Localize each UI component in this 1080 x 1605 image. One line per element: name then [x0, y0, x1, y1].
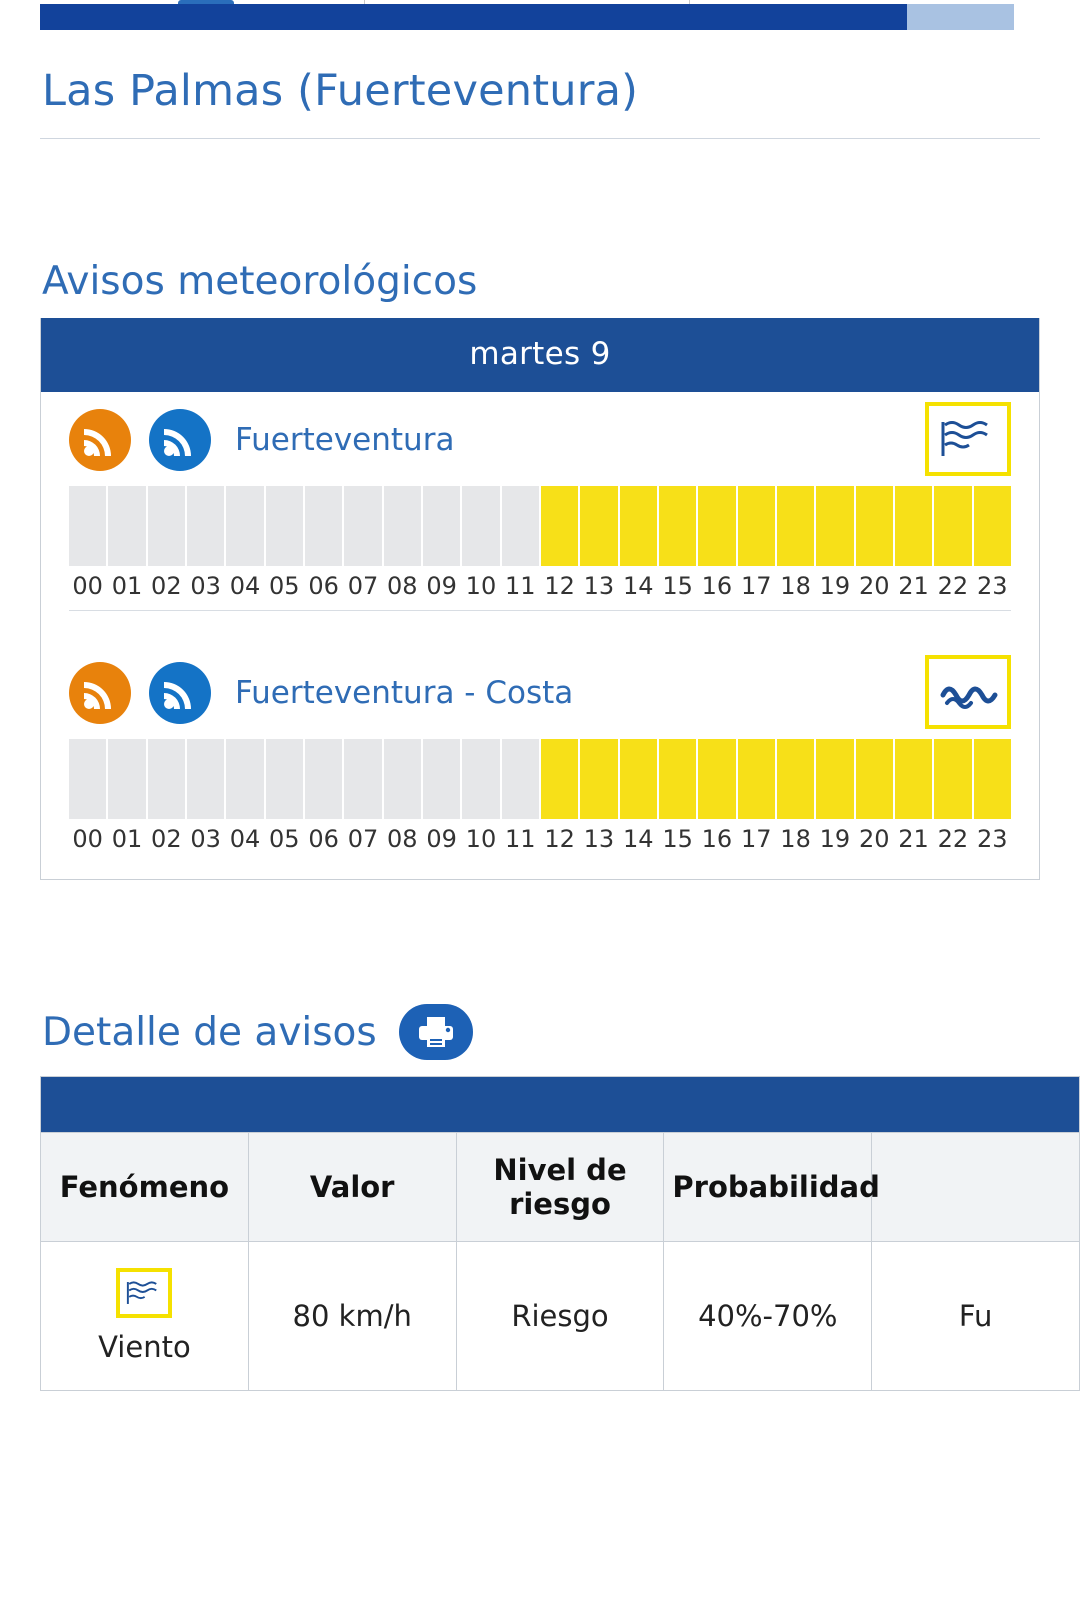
hour-cell[interactable] [108, 486, 145, 566]
zone-divider-space [41, 611, 1039, 645]
hour-cell-warning[interactable] [541, 739, 578, 819]
hour-label: 23 [976, 572, 1008, 600]
hour-label: 19 [819, 825, 851, 853]
hour-label: 11 [505, 825, 536, 853]
hour-cell[interactable] [462, 486, 499, 566]
progress-bar-fill [40, 4, 907, 30]
hour-label: 18 [780, 572, 811, 600]
hour-label: 22 [937, 825, 969, 853]
hour-cell-warning[interactable] [698, 739, 735, 819]
hour-cell[interactable] [266, 739, 303, 819]
avisos-heading: Avisos meteorológicos [42, 259, 478, 304]
hour-label: 06 [308, 825, 339, 853]
hour-label: 05 [269, 825, 300, 853]
hour-cell[interactable] [344, 739, 381, 819]
hour-cell-warning[interactable] [738, 486, 775, 566]
hour-cell[interactable] [69, 486, 106, 566]
avisos-zone [41, 392, 1039, 611]
cell-valor: 80 km/h [248, 1242, 456, 1391]
hour-cell[interactable] [266, 486, 303, 566]
hour-cell[interactable] [384, 739, 421, 819]
hour-cell-warning[interactable] [816, 486, 853, 566]
hour-cell[interactable] [384, 486, 421, 566]
hour-label: 01 [111, 572, 143, 600]
hour-label: 19 [819, 572, 851, 600]
detalle-table [40, 1076, 1080, 1391]
hour-label: 13 [583, 825, 615, 853]
hour-label: 11 [505, 572, 536, 600]
rss-blue-icon[interactable] [149, 662, 211, 724]
hour-cell-warning[interactable] [777, 739, 814, 819]
hour-cell[interactable] [423, 739, 460, 819]
zone-name[interactable]: Fuerteventura [235, 422, 455, 458]
hour-label: 09 [426, 572, 457, 600]
hour-label: 20 [858, 572, 890, 600]
wind-icon [925, 402, 1011, 476]
top-progress-strip [0, 0, 1080, 34]
hour-cell-warning[interactable] [856, 486, 893, 566]
hour-label: 15 [662, 825, 693, 853]
rss-orange-icon[interactable] [69, 409, 131, 471]
hour-cell-warning[interactable] [738, 739, 775, 819]
hour-cell[interactable] [148, 486, 185, 566]
hour-cell-warning[interactable] [659, 486, 696, 566]
hour-label: 08 [387, 572, 418, 600]
hour-cell-warning[interactable] [974, 739, 1011, 819]
table-row [41, 1242, 1080, 1391]
hour-label: 21 [898, 825, 929, 853]
hour-label: 07 [347, 825, 379, 853]
zone-name[interactable]: Fuerteventura - Costa [235, 675, 574, 711]
hour-cell-warning[interactable] [541, 486, 578, 566]
hour-cell[interactable] [502, 486, 539, 566]
avisos-day-label: martes 9 [41, 318, 1039, 392]
hour-label: 01 [111, 825, 143, 853]
hour-label: 17 [740, 572, 772, 600]
hour-label: 05 [269, 572, 300, 600]
zone-header [55, 398, 1025, 482]
hour-label: 10 [465, 572, 497, 600]
hour-label: 00 [72, 825, 103, 853]
hour-cell-warning[interactable] [895, 739, 932, 819]
hour-label: 10 [465, 825, 497, 853]
hour-label: 03 [190, 572, 221, 600]
hour-cell-warning[interactable] [620, 739, 657, 819]
detalle-heading: Detalle de avisos [42, 1009, 377, 1055]
hour-label: 09 [426, 825, 457, 853]
column-header-valor: Valor [248, 1133, 456, 1242]
hour-cell-warning[interactable] [895, 486, 932, 566]
hour-label: 04 [229, 825, 261, 853]
avisos-zone [41, 645, 1039, 879]
hour-label: 14 [622, 825, 654, 853]
hour-cell[interactable] [462, 739, 499, 819]
coastal-waves-icon [925, 655, 1011, 729]
hour-cell[interactable] [187, 739, 224, 819]
page-title: Las Palmas (Fuerteventura) [40, 34, 1040, 139]
hour-label: 03 [190, 825, 221, 853]
rss-blue-icon[interactable] [149, 409, 211, 471]
hour-label: 02 [151, 572, 182, 600]
hour-label: 12 [544, 572, 575, 600]
hour-label: 15 [662, 572, 693, 600]
hour-label: 20 [858, 825, 890, 853]
hour-label: 02 [151, 825, 182, 853]
hour-cell[interactable] [344, 486, 381, 566]
column-header-fenomeno: Fenómeno [41, 1133, 249, 1242]
hour-cell-warning[interactable] [620, 486, 657, 566]
hour-label: 23 [976, 825, 1008, 853]
hour-label: 14 [622, 572, 654, 600]
hour-cell[interactable] [423, 486, 460, 566]
hour-cell-warning[interactable] [580, 486, 617, 566]
detalle-table-blue-header [41, 1077, 1080, 1133]
hour-label: 12 [544, 825, 575, 853]
progress-bar-track [40, 4, 1014, 30]
hour-label: 22 [937, 572, 969, 600]
hour-label: 13 [583, 572, 615, 600]
hour-cell-warning[interactable] [934, 739, 971, 819]
hour-label: 16 [701, 572, 733, 600]
hour-cell[interactable] [69, 739, 106, 819]
hour-label: 18 [780, 825, 811, 853]
hour-cell-warning[interactable] [698, 486, 735, 566]
hour-cell[interactable] [226, 486, 263, 566]
hour-cell[interactable] [226, 739, 263, 819]
cell-fenomeno [41, 1242, 249, 1391]
hour-cell[interactable] [502, 739, 539, 819]
hour-label: 07 [347, 572, 379, 600]
hour-cell-warning[interactable] [777, 486, 814, 566]
hour-label: 04 [229, 572, 261, 600]
hour-cell-warning[interactable] [580, 739, 617, 819]
hour-cell-warning[interactable] [816, 739, 853, 819]
page-content [0, 34, 1080, 1391]
hour-label: 08 [387, 825, 418, 853]
column-header-nivel: Nivel de riesgo [456, 1133, 664, 1242]
printer-icon[interactable] [399, 1004, 473, 1060]
zone-hour-bar [69, 739, 1011, 819]
hour-cell-warning[interactable] [934, 486, 971, 566]
hour-cell[interactable] [305, 739, 342, 819]
hour-cell-warning[interactable] [659, 739, 696, 819]
hour-cell[interactable] [148, 739, 185, 819]
hour-cell[interactable] [187, 486, 224, 566]
hour-label: 16 [701, 825, 733, 853]
rss-orange-icon[interactable] [69, 662, 131, 724]
hour-label: 17 [740, 825, 772, 853]
hour-cell[interactable] [305, 486, 342, 566]
zone-hour-bar [69, 486, 1011, 566]
detalle-heading-row [40, 880, 1040, 1076]
hour-cell-warning[interactable] [974, 486, 1011, 566]
cell-nivel: Riesgo [456, 1242, 664, 1391]
zone-header [55, 651, 1025, 735]
hour-label: 00 [72, 572, 103, 600]
hour-label: 06 [308, 572, 339, 600]
zone-hour-labels [69, 572, 1011, 611]
hour-cell[interactable] [108, 739, 145, 819]
column-header-ambito [872, 1133, 1080, 1242]
wind-icon [116, 1268, 172, 1318]
cell-ambito: Fu [872, 1242, 1080, 1391]
cell-probabilidad: 40%-70% [664, 1242, 872, 1391]
zone-hour-labels [69, 825, 1011, 879]
cell-fenomeno-label: Viento [98, 1330, 191, 1364]
avisos-panel [40, 318, 1040, 880]
hour-label: 21 [898, 572, 929, 600]
hour-cell-warning[interactable] [856, 739, 893, 819]
column-header-probabilidad: Probabilidad [664, 1133, 872, 1242]
detalle-table-header-row [41, 1133, 1080, 1242]
